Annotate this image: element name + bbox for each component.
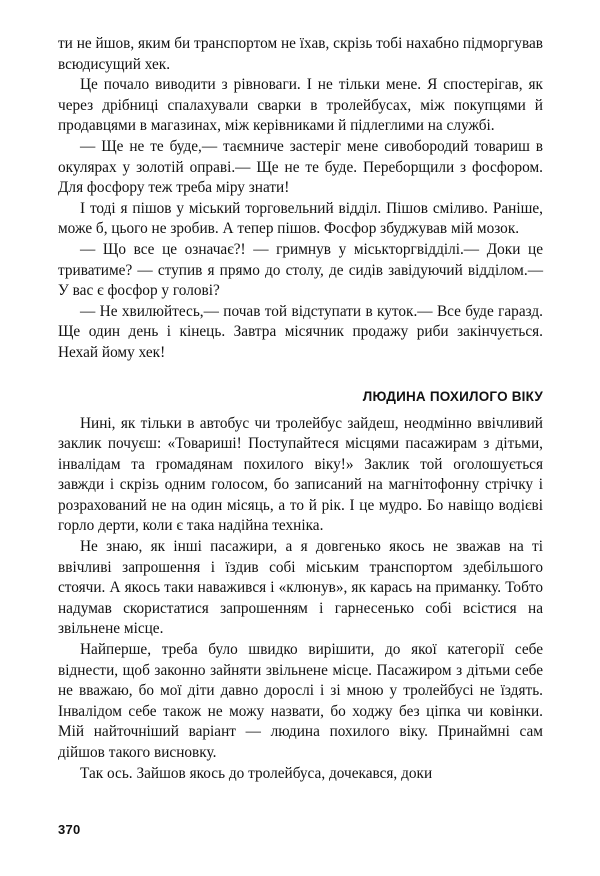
paragraph: Це почало виводити з рівноваги. І не тільки мене. Я спостерігав, як через дрібниці спалахували сварки в тролейбусах, між покупцями й продавцями в магазинах, між керівниками й підлеглими на службі. [58,76,543,135]
paragraph: Не знаю, як інші пасажири, а я довгенько якось не зважав на ті ввічливі запрошення і їздив собі міським транспортом здебільшого стоячи. А якось таки наважився і «клюнув», як карась на приманку. Тобто надумав скористатися запрошенням і гарнесенько собі всістися на звільнене місце. [58,538,543,638]
story-body [58,414,543,785]
page-number: 370 [58,822,81,837]
paragraph: Найперше, треба було швидко вирішити, до якої категорії себе віднести, щоб законно зайняти звільнене місце. Пасажиром з дітьми себе не вважаю, бо мої діти давно дорослі і зі мною у тролейбусі не їздять. Інвалідом себе також не можу назвати, бо ходжу без ціпка чи ковінки. Мій найточніший варіант — людина похилого віку. Принаймні сам дійшов такого висновку. [58,641,543,761]
paragraph: Нині, як тільки в автобус чи тролейбус зайдеш, неодмінно ввічливий заклик почуєш: «Товариші! Поступайтеся місцями пасажирам з дітьми, інвалідам та громадянам похилого віку!» Заклик той оголошується завжди і скрізь одним голосом, бо записаний на магнітофонну стрічку і розрахований не на один місяць, а то й рік. І це мудро. Бо навіщо водієві горло дерти, коли є така надійна техніка. [58,414,543,535]
paragraph: ти не йшов, яким би транспортом не їхав, скрізь тобі нахабно підморгував всюдисущий хек. [58,35,543,73]
paragraph: — Не хвилюйтесь,— почав той відступати в куток.— Все буде гаразд. Ще один день і кінець. Завтра місячник продажу риби закінчується. Нехай йому хек! [58,302,543,361]
paragraph: І тоді я пішов у міський торговельний відділ. Пішов сміливо. Раніше, може б, цього не зробив. А тепер пішов. Фосфор збуджував мій мозок. [58,199,543,238]
paragraph: Так ось. Зайшов якось до тролейбуса, дочекався, доки [80,764,433,782]
story-title: ЛЮДИНА ПОХИЛОГО ВІКУ [362,388,543,404]
story-ending [58,34,543,364]
paragraph: — Що все це означає?! — гримнув у міськторгвідділі.— Доки це триватиме? — ступив я прямо до столу, де сидів завідуючий відділом.— У вас є фосфор у голові? [58,240,543,300]
book-page [58,34,543,784]
paragraph: — Ще не те буде,— таємниче застеріг мене сивобородий товариш в окулярах у золотій оправі.— Ще не те буде. Переборщили з фосфором. Для фосфору теж треба міру знати! [58,137,543,197]
